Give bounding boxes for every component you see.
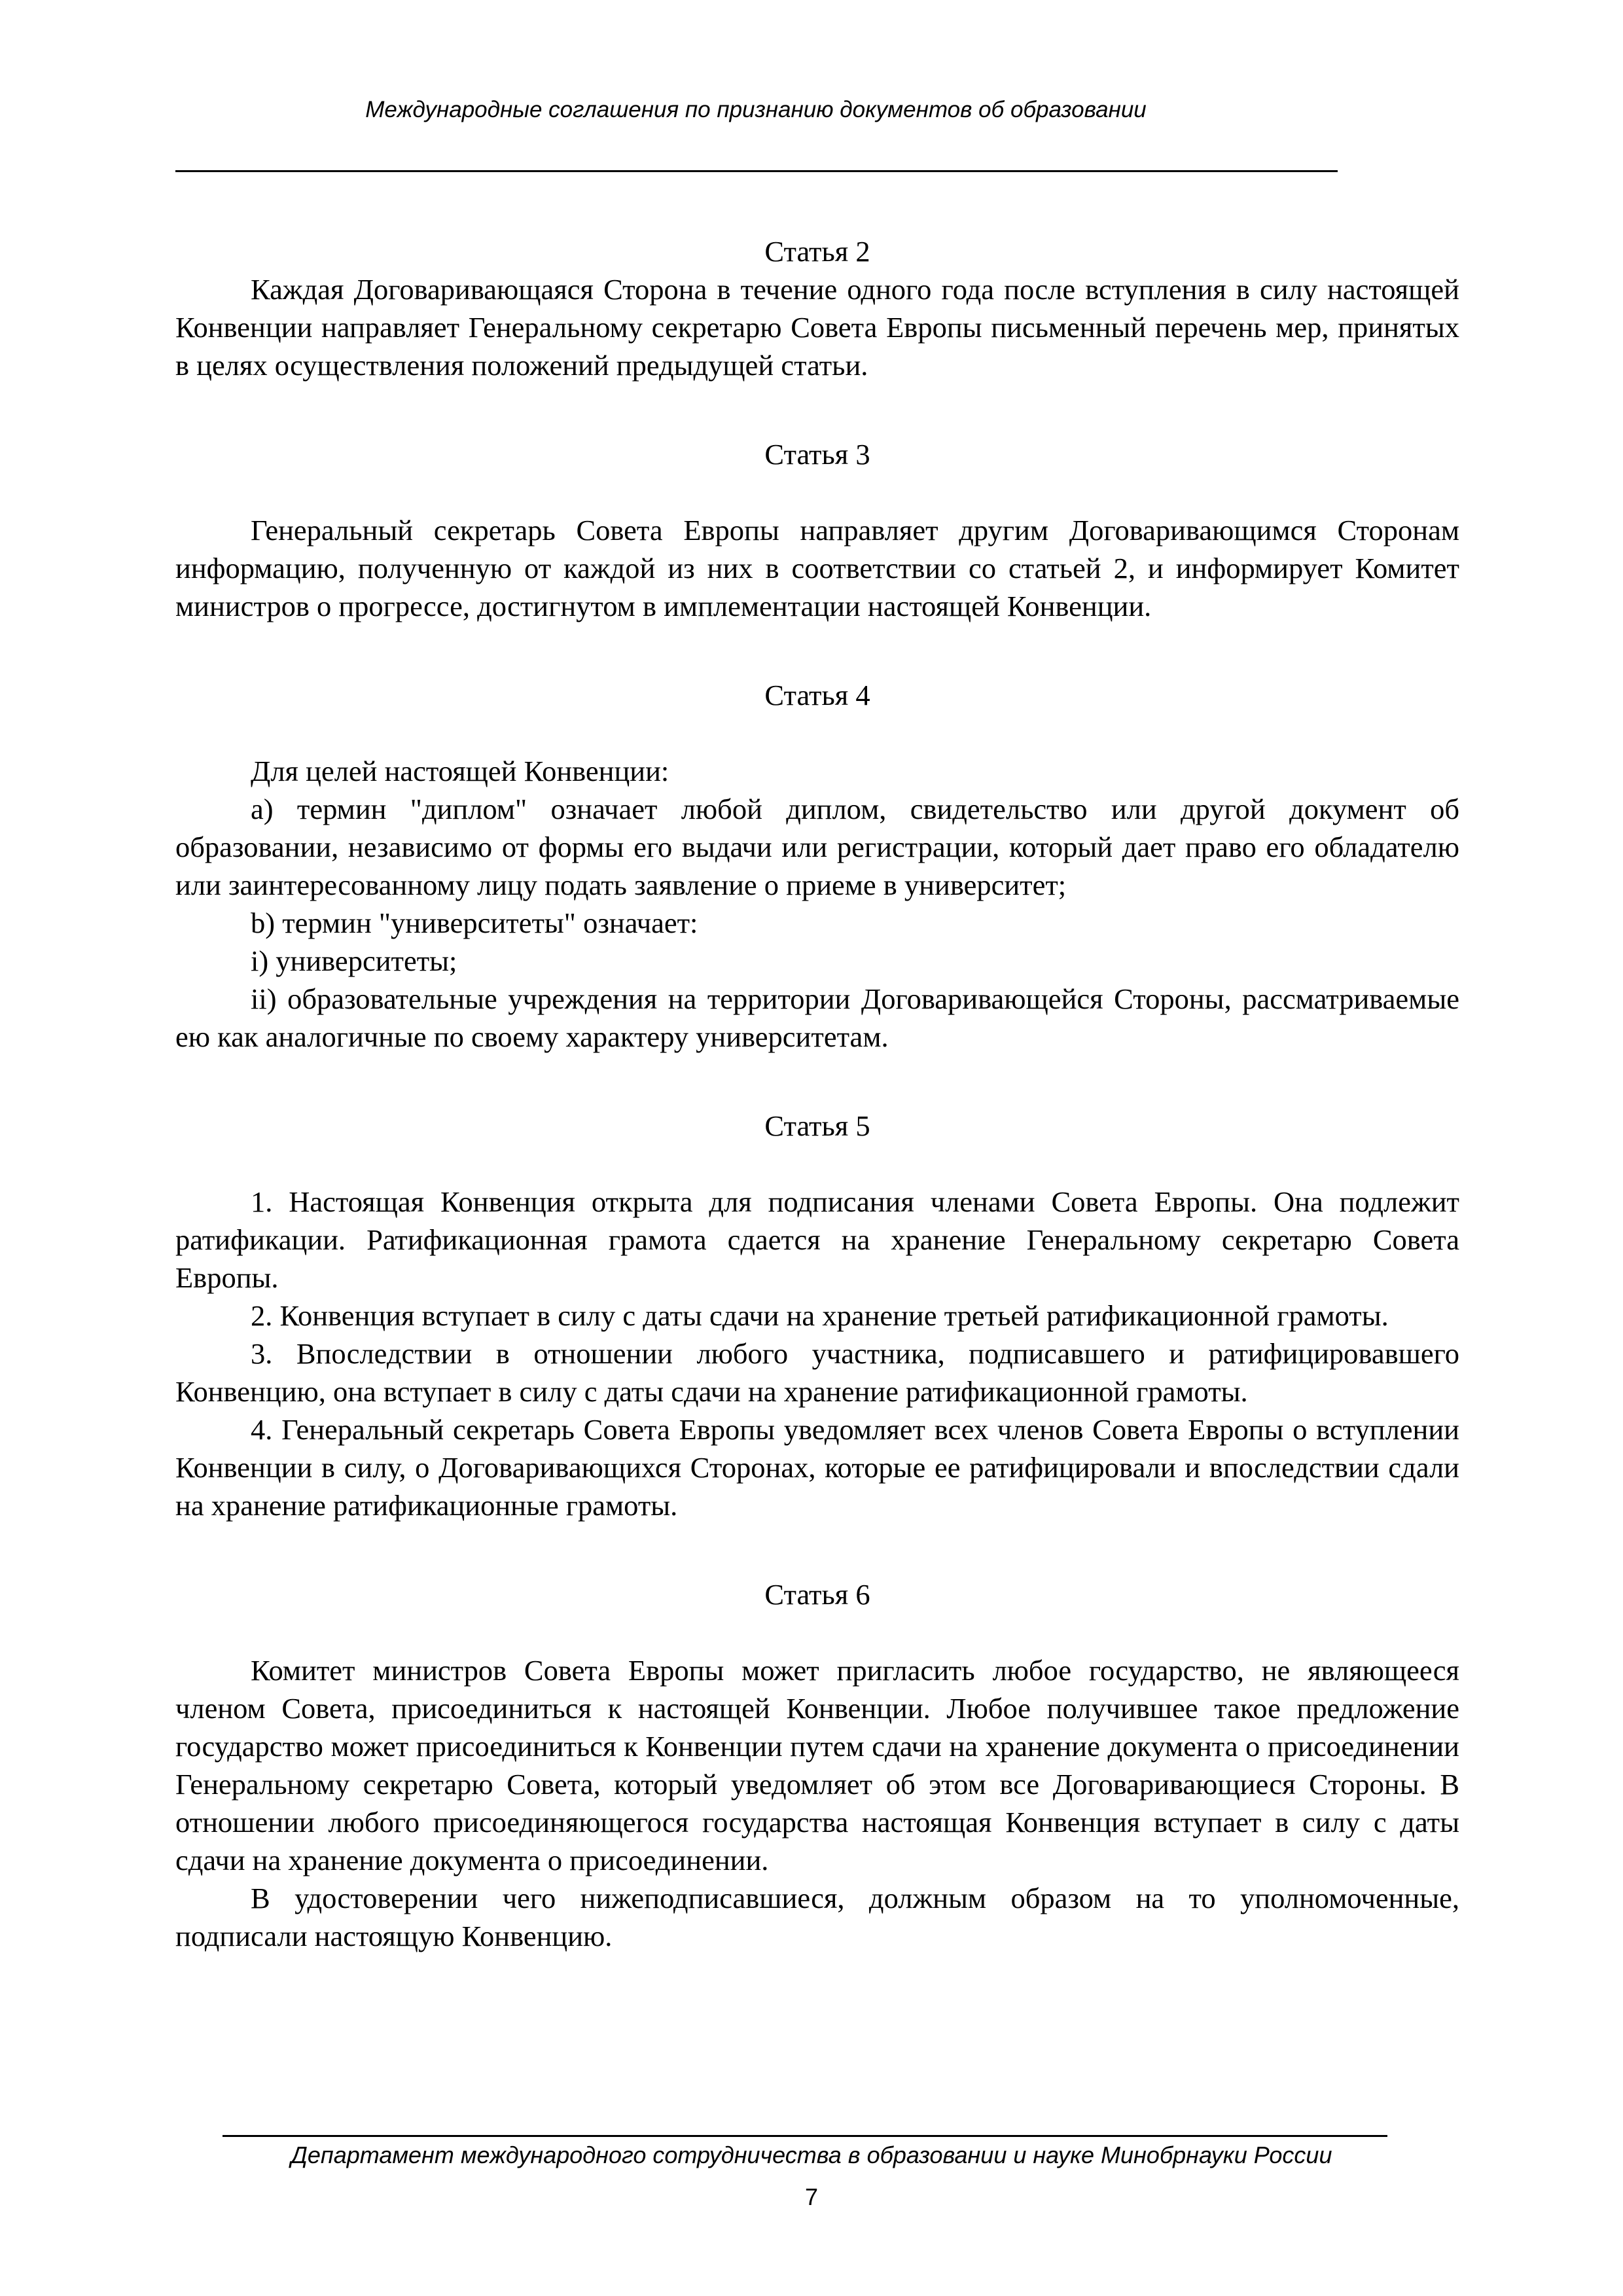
article-heading: Статья 3 — [764, 438, 870, 471]
page-number: 7 — [804, 2183, 819, 2210]
running-footer: Департамент международного сотрудничества в образовании и науке Минобрнауки России — [291, 2142, 1332, 2168]
document-body — [175, 232, 1459, 1955]
article-paragraph: В удостоверении чего нижеподписавшиеся, должным образом на то уполномоченные, подписали настоящую Конвенцию. — [175, 1882, 1459, 1952]
spacer — [175, 625, 1459, 676]
article-4 — [175, 676, 1459, 1056]
article-paragraph: b) термин "университеты" означает: — [251, 906, 698, 939]
article-paragraph: Генеральный секретарь Совета Европы направляет другим Договаривающимся Сторонам информацию, полученную от каждой из них в соответствии со статьей 2, и информирует Комитет министров о прогрессе, достигнутом в имплементации настоящей Конвенции. — [175, 514, 1459, 622]
spacer — [175, 1524, 1459, 1575]
article-paragraph: a) термин "диплом" означает любой диплом, свидетельство или другой документ об образовании, независимо от формы его выдачи или регистрации, который дает право его обладателю или заинтересованному лицу подать заявление о приеме в университет; — [175, 793, 1459, 901]
article-paragraph: ii) образовательные учреждения на территории Договаривающейся Стороны, рассматриваемые ею как аналогичные по своему характеру университетам. — [175, 982, 1459, 1053]
article-3 — [175, 435, 1459, 625]
article-paragraph: Для целей настоящей Конвенции: — [251, 755, 669, 787]
article-paragraph: Комитет министров Совета Европы может пригласить любое государство, не являющееся членом Совета, присоединиться к настоящей Конвенции. Любое получившее такое предложение государство может присоединиться к Конвенции путем сдачи на хранение документа о присоединении Генеральному секретарю Совета, который уведомляет об этом все Договаривающиеся Стороны. В отношении любого присоединяющегося государства настоящая Конвенция вступает в силу с даты сдачи на хранение документа о присоединении. — [175, 1654, 1459, 1876]
article-heading: Статья 6 — [764, 1578, 870, 1611]
spacer — [175, 473, 1459, 511]
article-paragraph: 1. Настоящая Конвенция открыта для подписания членами Совета Европы. Она подлежит ратификации. Ратификационная грамота сдается на хранение Генеральному секретарю Совета Европы. — [175, 1185, 1459, 1294]
article-paragraph: 2. Конвенция вступает в силу с даты сдачи на хранение третьей ратификационной грамоты. — [251, 1299, 1389, 1332]
spacer — [175, 1145, 1459, 1183]
article-paragraph: 4. Генеральный секретарь Совета Европы уведомляет всех членов Совета Европы о вступлении Конвенции в силу, о Договаривающихся Сторонах, которые ее ратифицировали и впоследствии сдали на хранение ратификационные грамоты. — [175, 1413, 1459, 1522]
spacer — [175, 714, 1459, 752]
article-heading: Статья 5 — [764, 1109, 870, 1142]
article-paragraph: i) университеты; — [251, 944, 457, 977]
spacer — [175, 1056, 1459, 1107]
article-2 — [175, 232, 1459, 384]
article-heading: Статья 2 — [764, 235, 870, 268]
article-paragraph: 3. Впоследствии в отношении любого участника, подписавшего и ратифицировавшего Конвенцию, она вступает в силу с даты сдачи на хранение ратификационной грамоты. — [175, 1337, 1459, 1408]
footer-divider — [223, 2135, 1387, 2137]
article-5 — [175, 1107, 1459, 1524]
header-divider — [175, 170, 1338, 172]
article-6 — [175, 1575, 1459, 1955]
article-paragraph: Каждая Договаривающаяся Сторона в течение одного года после вступления в силу настоящей Конвенции направляет Генеральному секретарю Совета Европы письменный перечень мер, принятых в целях осуществления положений предыдущей статьи. — [175, 273, 1459, 382]
spacer — [175, 384, 1459, 435]
article-heading: Статья 4 — [764, 679, 870, 711]
running-header: Международные соглашения по признанию документов об образовании — [365, 97, 1147, 122]
spacer — [175, 1613, 1459, 1651]
